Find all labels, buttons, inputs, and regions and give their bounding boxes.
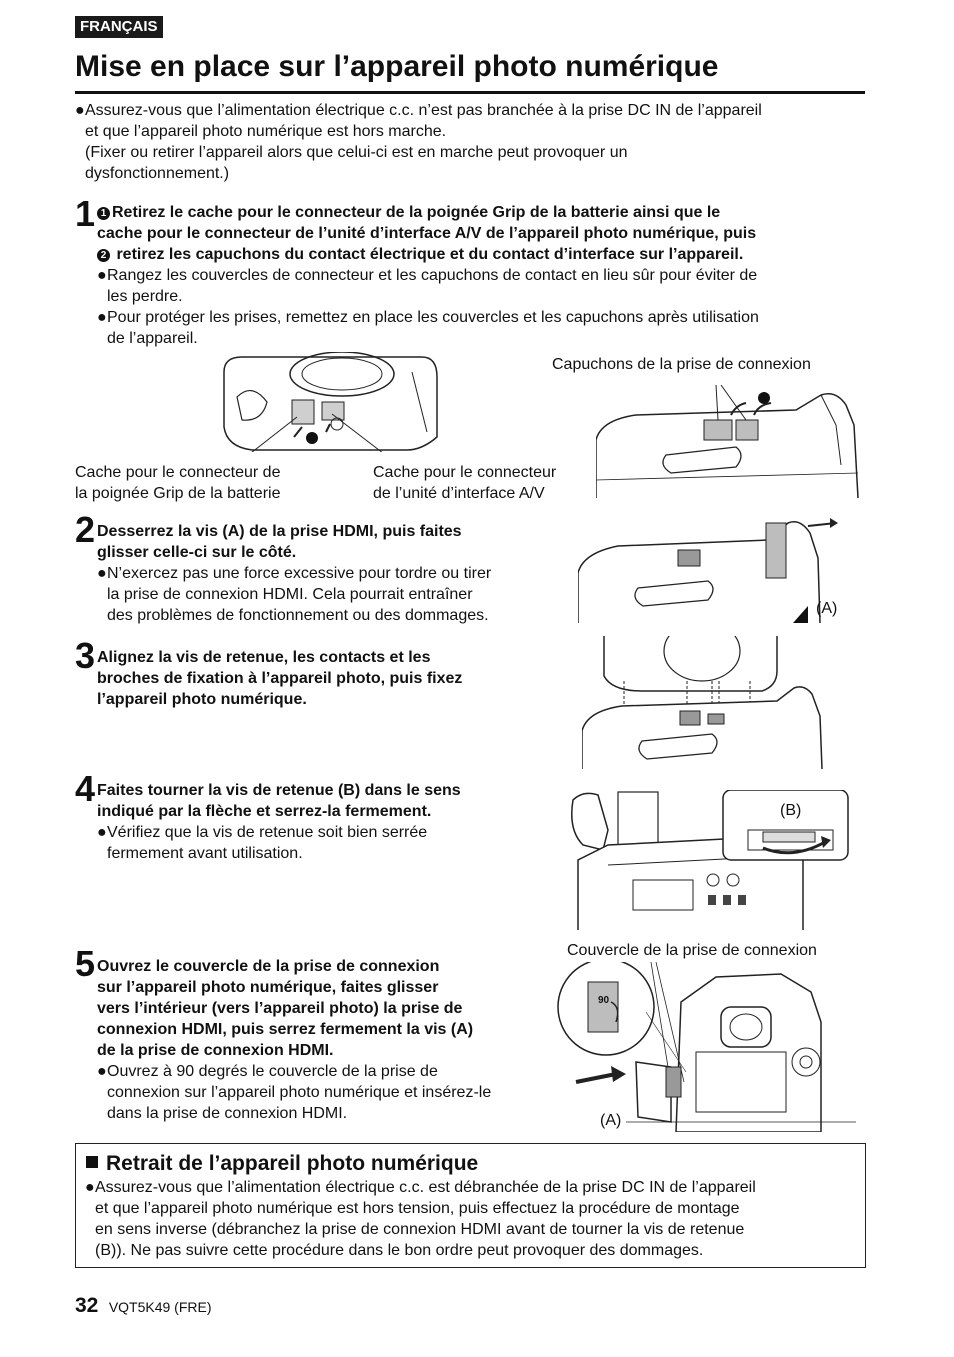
- page-number: 32: [75, 1294, 99, 1317]
- caption-grip-cover: Cache pour le connecteur de la poignée Grip de la batterie: [75, 464, 281, 502]
- step-3-text: Alignez la vis de retenue, les contacts et les broches de fixation à l’appareil photo, puis fixez l’appareil photo numérique.: [97, 649, 463, 708]
- step-5-text: Ouvrez le couvercle de la prise de connexion sur l’appareil photo numérique, faites glisser vers l’intérieur (vers l’appareil photo) la prise de connexion HDMI, puis serrez fermement la vis (A) de la prise de connexion HDMI. ● Ouvrez à 90 degrés le couvercle de la prise de connexion sur l’appareil photo numérique et insérez-le dans la prise de connexion HDMI.: [97, 958, 492, 1122]
- step-3-number: 3: [75, 635, 96, 676]
- page-title: Mise en place sur l’appareil photo numérique: [75, 50, 719, 83]
- marker-2: 2: [97, 249, 110, 262]
- intro-paragraph: ● Assurez-vous que l’alimentation électrique c.c. n’est pas branchée à la prise DC IN de l’appareil et que l’appareil photo numérique est hors marche. (Fixer ou retirer l’appareil alors que celui-ci est en marche peut provoquer un dysfonctionnement.): [75, 102, 762, 182]
- angle-label: 90: [598, 995, 610, 1006]
- step-4-number: 4: [75, 768, 96, 809]
- marker-1: 1: [97, 207, 110, 220]
- step-1-number: 1: [75, 193, 96, 234]
- label-screw-b: (B): [780, 802, 802, 819]
- hdmi-slide-illustration: [578, 518, 838, 623]
- camera-mounted-illustration: [556, 962, 864, 1132]
- camera-bottom-illustration: [222, 352, 442, 452]
- step-2-text: Desserrez la vis (A) de la prise HDMI, puis faites glisser celle-ci sur le côté. ● N’exercez pas une force excessive pour tordre ou tirer la prise de connexion HDMI. Cela pourrait entraîner des problèmes de fonctionnement ou des dommages.: [97, 523, 492, 624]
- step-1-text: 1 Retirez le cache pour le connecteur de la poignée Grip de la batterie ainsi que le cache pour le connecteur de l’unité d’interface A/V de l’appareil photo numérique, puis 2 retirez les capuchons du contact électrique et du contact d’interface sur l’appareil. ● Rangez les couvercles de connecteur et les capuchons de contact en lieu sûr pour éviter de les perdre. ● Pour protéger les prises, remettez en place les couvercles et les capuchons après utilisation de l’appareil.: [97, 204, 759, 347]
- footer: [75, 1294, 212, 1318]
- removal-box: [75, 1143, 866, 1268]
- caption-connection-caps: Capuchons de la prise de connexion: [552, 356, 811, 373]
- caption-av-cover: Cache pour le connecteur de l’unité d’interface A/V: [373, 464, 557, 502]
- title-rule: [75, 91, 865, 94]
- camera-alignment-illustration: [582, 636, 827, 769]
- removal-text: ● Assurez-vous que l’alimentation électrique c.c. est débranchée de la prise DC IN de l’appareil et que l’appareil photo numérique est hors tension, puis effectuez la procédure de montage en sens inverse (débranchez la prise de connexion HDMI avant de tourner la vis de retenue (B)). Ne pas suivre cette procédure dans le bon ordre peut provoquer des dommages.: [85, 1179, 756, 1259]
- retaining-screw-illustration: [563, 790, 853, 930]
- language-tag: FRANÇAIS: [75, 16, 163, 38]
- square-bullet-icon: [86, 1156, 98, 1168]
- document-code: VQT5K49 (FRE): [108, 1299, 212, 1315]
- step-4-text: Faites tourner la vis de retenue (B) dans le sens indiqué par la flèche et serrez-la fermement. ● Vérifiez que la vis de retenue soit bien serrée fermement avant utilisation.: [97, 782, 461, 862]
- battery-grip-top-illustration: [596, 385, 864, 498]
- step-5-number: 5: [75, 943, 96, 984]
- caption-connection-cover: Couvercle de la prise de connexion: [567, 942, 817, 959]
- label-screw-a-step5: (A): [600, 1112, 622, 1129]
- removal-title: Retrait de l’appareil photo numérique: [76, 1144, 865, 1177]
- label-screw-a-step2: (A): [816, 600, 838, 617]
- step-2-number: 2: [75, 509, 96, 550]
